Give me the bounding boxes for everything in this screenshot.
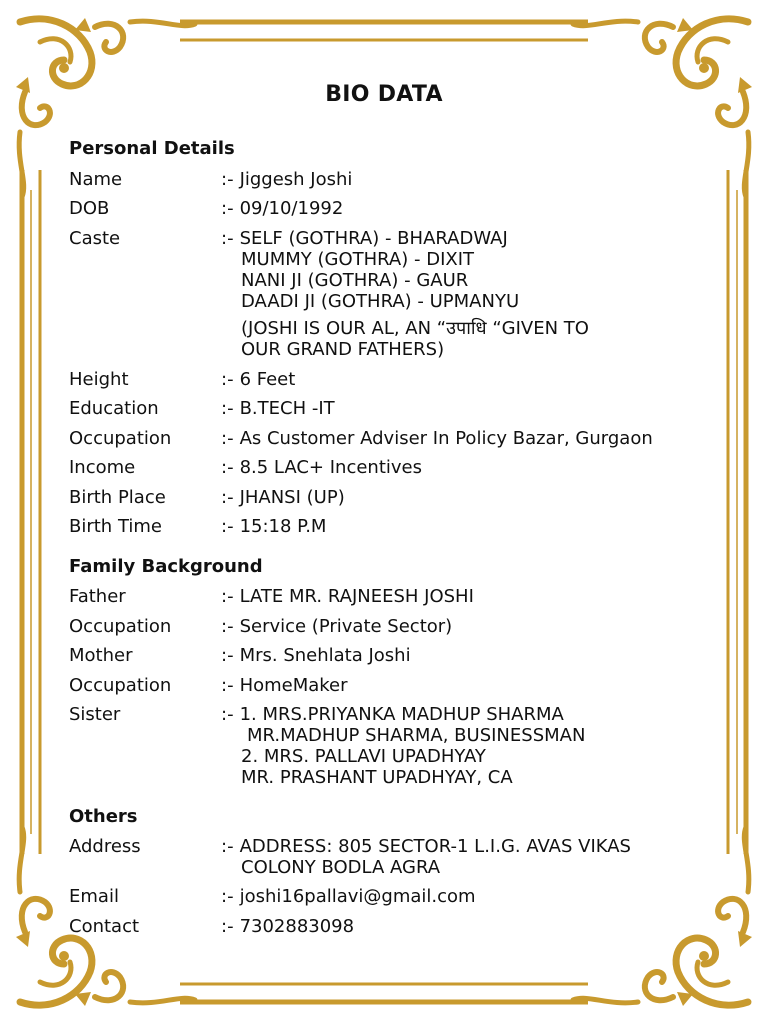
separator: :-: [221, 169, 234, 190]
father-occupation-text: Service (Private Sector): [239, 616, 453, 637]
birth-place-value: [221, 487, 345, 508]
separator: :-: [221, 586, 234, 607]
email-value: [221, 886, 476, 907]
separator: :-: [221, 428, 234, 449]
father-occupation-label: Occupation: [69, 616, 172, 637]
sister-line: MR.MADHUP SHARMA, BUSINESSMAN: [247, 725, 586, 746]
name-value: [221, 169, 352, 190]
height-label: Height: [69, 369, 129, 390]
dob-value: [221, 198, 343, 219]
separator: :-: [221, 198, 234, 219]
mother-text: Mrs. Snehlata Joshi: [239, 645, 411, 666]
occupation-label: Occupation: [69, 428, 172, 449]
mother-label: Mother: [69, 645, 133, 666]
education-value: [221, 398, 335, 419]
separator: :-: [221, 916, 234, 937]
income-label: Income: [69, 457, 136, 478]
caste-line: SELF (GOTHRA) - BHARADWAJ: [239, 228, 508, 249]
caste-note-line: OUR GRAND FATHERS): [241, 339, 445, 360]
section-personal-details: Personal Details: [69, 138, 235, 159]
name-label: Name: [69, 169, 123, 190]
contact-text: 7302883098: [239, 916, 355, 937]
separator: :-: [221, 836, 234, 857]
sister-label: Sister: [69, 704, 121, 725]
sister-line: 2. MRS. PALLAVI UPADHYAY: [241, 746, 486, 767]
occupation-value: [221, 428, 653, 449]
birth-time-label: Birth Time: [69, 516, 162, 537]
education-label: Education: [69, 398, 159, 419]
separator: :-: [221, 704, 234, 725]
section-others: Others: [69, 806, 138, 827]
sister-line: 1. MRS.PRIYANKA MADHUP SHARMA: [239, 704, 564, 725]
caste-note-line: (JOSHI IS OUR AL, AN “उपाधि “GIVEN TO: [241, 318, 589, 339]
separator: :-: [221, 886, 234, 907]
height-value: [221, 369, 295, 390]
mother-occupation-value: [221, 675, 348, 696]
separator: :-: [221, 487, 234, 508]
father-text: LATE MR. RAJNEESH JOSHI: [239, 586, 474, 607]
income-value: [221, 457, 422, 478]
email-label: Email: [69, 886, 119, 907]
address-label: Address: [69, 836, 141, 857]
father-occupation-value: [221, 616, 452, 637]
mother-value: [221, 645, 411, 666]
address-line: ADDRESS: 805 SECTOR-1 L.I.G. AVAS VIKAS: [239, 836, 631, 857]
caste-value: [221, 228, 589, 360]
birth-place-text: JHANSI (UP): [239, 487, 345, 508]
separator: :-: [221, 369, 234, 390]
name-text: Jiggesh Joshi: [239, 169, 353, 190]
separator: :-: [221, 457, 234, 478]
caste-line: NANI JI (GOTHRA) - GAUR: [241, 270, 469, 291]
sister-line: MR. PRASHANT UPADHYAY, CA: [241, 767, 513, 788]
separator: :-: [221, 228, 234, 249]
address-value: [221, 836, 631, 878]
dob-text: 09/10/1992: [239, 198, 344, 219]
separator: :-: [221, 398, 234, 419]
occupation-text: As Customer Adviser In Policy Bazar, Gurgaon: [239, 428, 653, 449]
separator: :-: [221, 616, 234, 637]
birth-place-label: Birth Place: [69, 487, 166, 508]
address-line: COLONY BODLA AGRA: [241, 857, 441, 878]
sister-value: [221, 704, 585, 788]
income-text: 8.5 LAC+ Incentives: [239, 457, 422, 478]
separator: :-: [221, 645, 234, 666]
contact-value: [221, 916, 354, 937]
birth-time-text: 15:18 P.M: [239, 516, 327, 537]
mother-occupation-text: HomeMaker: [239, 675, 348, 696]
dob-label: DOB: [69, 198, 110, 219]
caste-line: DAADI JI (GOTHRA) - UPMANYU: [241, 291, 520, 312]
height-text: 6 Feet: [239, 369, 296, 390]
mother-occupation-label: Occupation: [69, 675, 172, 696]
document-title: BIO DATA: [325, 82, 443, 107]
caste-label: Caste: [69, 228, 121, 249]
contact-label: Contact: [69, 916, 140, 937]
father-label: Father: [69, 586, 126, 607]
section-family-background: Family Background: [69, 556, 263, 577]
separator: :-: [221, 516, 234, 537]
education-text: B.TECH -IT: [239, 398, 335, 419]
separator: :-: [221, 675, 234, 696]
caste-line: MUMMY (GOTHRA) - DIXIT: [241, 249, 475, 270]
email-text: joshi16pallavi@gmail.com: [239, 886, 476, 907]
father-value: [221, 586, 474, 607]
birth-time-value: [221, 516, 326, 537]
